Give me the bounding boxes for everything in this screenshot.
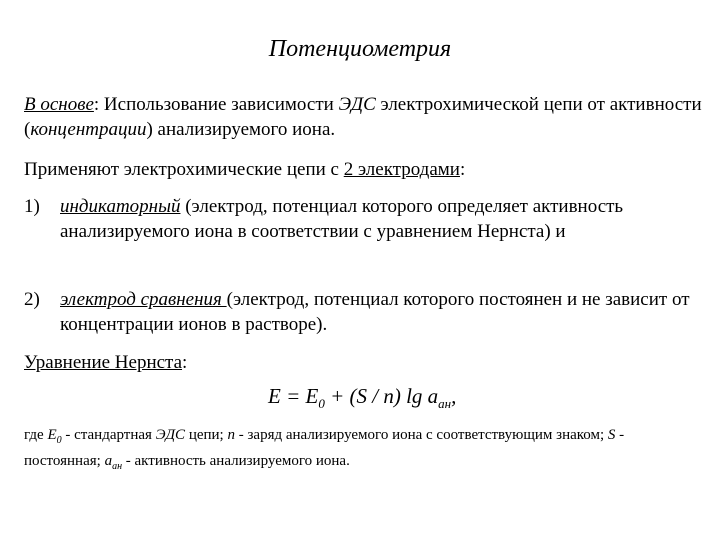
list-item-term: электрод сравнения (60, 289, 227, 310)
eq-sub-an: ан (438, 396, 452, 412)
list-item-number: 1) (24, 196, 40, 217)
note-s: S (607, 427, 616, 443)
list-item-term: индикаторный (60, 196, 181, 217)
basis-paragraph (24, 92, 704, 142)
basis-emf: ЭДС (338, 94, 376, 115)
list-item-description: (электрод, потенциал которого определяет активность анализируемого иона в соответствии с уравнением Нернста) и (60, 196, 624, 242)
apply-paragraph (24, 157, 704, 182)
apply-text-1: Применяют электрохимические цепи с (24, 159, 344, 180)
note-where: где (24, 427, 48, 443)
nernst-heading (24, 350, 704, 375)
eq-end: , (451, 384, 457, 408)
eq-mid: + (S / n) lg a (324, 384, 439, 408)
equation-legend (24, 425, 704, 477)
nernst-label: Уравнение Нернста (24, 352, 183, 373)
note-t3: - заряд анализируемого иона с соответствующим знаком; (234, 427, 608, 443)
apply-electrodes: 2 электродами (343, 159, 460, 180)
list-item-reference (24, 287, 704, 337)
note-a: a (104, 453, 113, 469)
list-item-description: (электрод, потенциал которого постоянен и не зависит от концентрации ионов в растворе). (60, 289, 690, 335)
apply-text-2: : (459, 159, 466, 180)
list-item-text (60, 287, 704, 337)
list-item-number: 2) (24, 289, 40, 310)
basis-text-1: : Использование зависимости (93, 94, 339, 115)
nernst-equation (268, 384, 456, 412)
basis-label: В основе (24, 94, 94, 115)
note-emf: ЭДС (155, 427, 186, 443)
note-t5: - активность анализируемого иона. (122, 453, 350, 469)
note-n: n (227, 427, 235, 443)
note-t4: - постоянная; (24, 427, 625, 469)
basis-text-2: электрохимической цепи от активности ( (24, 94, 702, 140)
page-title: Потенциометрия (268, 36, 452, 62)
note-e0-sub: 0 (56, 435, 62, 446)
basis-text-3: ) анализируемого иона. (146, 119, 336, 140)
note-a-sub: ан (112, 461, 123, 472)
note-t2: цепи; (185, 427, 228, 443)
eq-lhs: E = E (268, 384, 319, 408)
nernst-colon: : (182, 352, 188, 373)
eq-sub-0: 0 (318, 396, 325, 412)
list-item-indicator (24, 194, 704, 244)
list-item-text (60, 194, 704, 244)
basis-concentration: концентрации (30, 119, 147, 140)
note-e0: E (47, 427, 57, 443)
note-t1: - стандартная (61, 427, 156, 443)
